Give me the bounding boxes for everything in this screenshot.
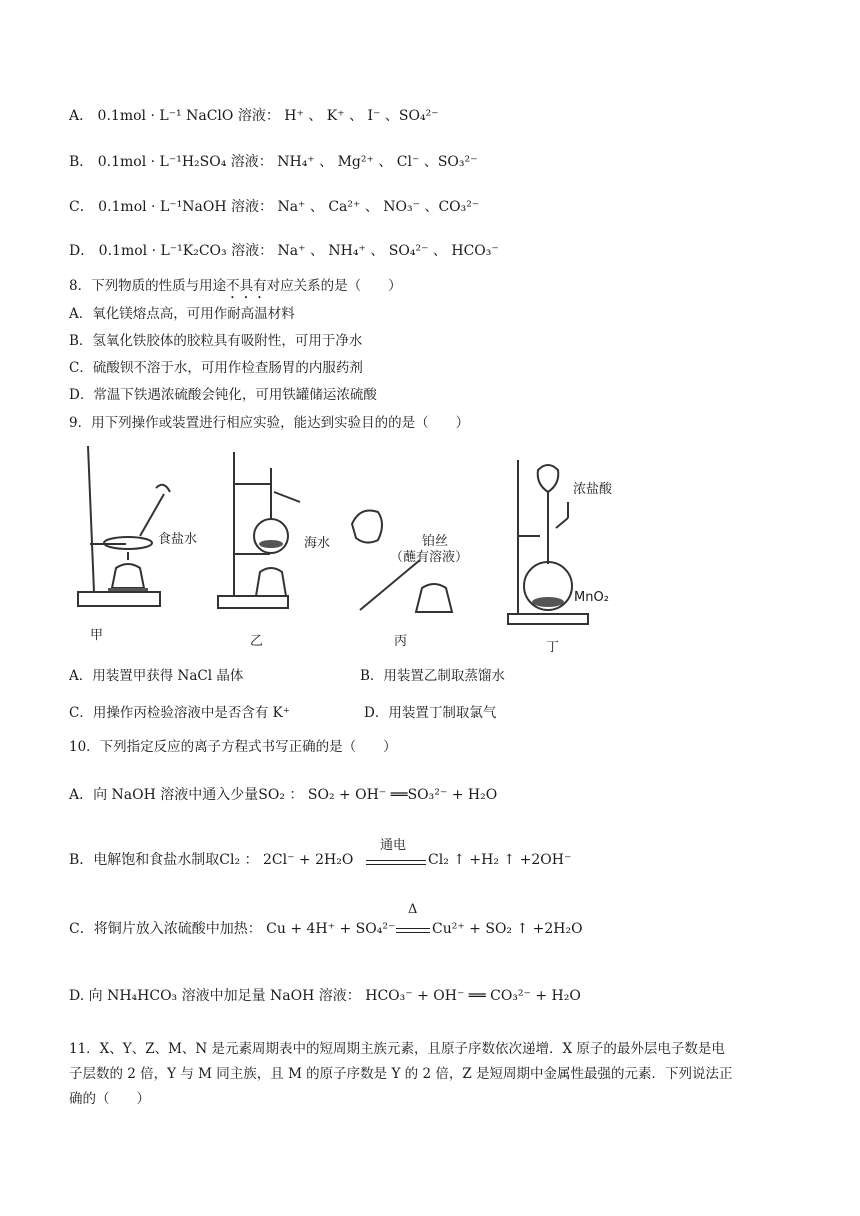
label-sea-water: 海水 xyxy=(304,536,331,551)
stand-base-jia xyxy=(78,592,160,606)
equals-line-top xyxy=(366,860,426,861)
q10-option-c-left: C．将铜片放入浓硫酸中加热： Cu + 4H⁺ + SO₄²⁻ xyxy=(69,921,396,937)
equals-line-top xyxy=(396,928,430,929)
experiment-apparatus-figure xyxy=(60,440,660,658)
equals-line-bottom xyxy=(396,932,430,933)
q9-option-c: C．用操作丙检验溶液中是否含有 K⁺ xyxy=(69,705,290,721)
observer-head xyxy=(352,511,382,543)
alcohol-lamp-bing xyxy=(416,584,452,612)
platinum-wire xyxy=(360,560,420,610)
q8-option-d: D．常温下铁遇浓硫酸会钝化，可用铁罐储运浓硫酸 xyxy=(69,387,377,403)
q8-stem-emphasis: 不具有 xyxy=(226,278,267,294)
q9-option-d: D．用装置丁制取氯气 xyxy=(364,705,497,721)
mno2-solid xyxy=(532,597,564,607)
q9-stem: 9．用下列操作或装置进行相应实验，能达到实验目的的是（ ） xyxy=(69,415,470,431)
q10-option-c-right: Cu²⁺ + SO₂ ↑ +2H₂O xyxy=(432,921,583,937)
caption-bing: 丙 xyxy=(394,634,408,649)
q10-option-a: A．向 NaOH 溶液中通入少量SO₂ ： SO₂ + OH⁻ ══SO₃²⁻ + H₂O xyxy=(69,787,498,803)
q10-option-b-left: B．电解饱和食盐水制取Cl₂ ： 2Cl⁻ + 2H₂O xyxy=(69,852,354,868)
q9-option-b: B．用装置乙制取蒸馏水 xyxy=(360,668,505,684)
q11-stem-line1: 11．X、Y、Z、M、N 是元素周期表中的短周期主族元素，且原子序数依次递增．X 原子的最外层电子数是电 xyxy=(69,1041,725,1057)
q8-option-a: A．氧化镁熔点高，可用作耐高温材料 xyxy=(69,306,295,322)
stand-base-ding xyxy=(508,614,588,624)
q7-option-a: A． 0.1mol · L⁻¹ NaClO 溶液： H⁺ 、 K⁺ 、 I⁻ 、SO₄²⁻ xyxy=(69,108,439,124)
q7-option-b: B． 0.1mol · L⁻¹H₂SO₄ 溶液： NH₄⁺ 、 Mg²⁺ 、 Cl⁻ 、SO₃²⁻ xyxy=(69,154,478,170)
label-conc-hcl: 浓盐酸 xyxy=(573,482,613,497)
label-mno2: MnO₂ xyxy=(574,590,609,605)
q11-stem-line3: 确的（ ） xyxy=(69,1091,150,1107)
label-platinum-wire-note: （蘸有溶液） xyxy=(390,550,469,565)
apparatus-drawing xyxy=(60,440,660,658)
q10-option-d: D. 向 NH₄HCO₃ 溶液中加足量 NaOH 溶液： HCO₃⁻ + OH⁻ ══ CO₃²⁻ + H₂O xyxy=(69,988,581,1004)
q8-option-b: B．氢氧化铁胶体的胶粒具有吸附性，可用于净水 xyxy=(69,333,363,349)
caption-ding: 丁 xyxy=(546,640,560,655)
stand-base-yi xyxy=(218,596,288,608)
q7-option-c: C． 0.1mol · L⁻¹NaOH 溶液： Na⁺ 、 Ca²⁺ 、 NO₃⁻ 、CO₃²⁻ xyxy=(69,199,480,215)
caption-jia: 甲 xyxy=(90,628,104,643)
label-salt-water: 食盐水 xyxy=(158,532,198,547)
q8-stem-before: 8．下列物质的性质与用途 xyxy=(69,278,227,294)
q9-option-a: A．用装置甲获得 NaCl 晶体 xyxy=(69,668,244,684)
equals-line-bottom xyxy=(366,864,426,865)
q10-option-b-right: Cl₂ ↑ +H₂ ↑ +2OH⁻ xyxy=(428,852,572,868)
stand-rod-jia xyxy=(88,446,94,592)
q10-stem: 10．下列指定反应的离子方程式书写正确的是（ ） xyxy=(69,739,397,755)
q8-option-c: C．硫酸钡不溶于水，可用作检查肠胃的内服药剂 xyxy=(69,360,363,376)
heat-symbol: Δ xyxy=(408,902,418,917)
alcohol-lamp-yi xyxy=(256,568,286,596)
label-platinum-wire: 铂丝 xyxy=(422,534,449,549)
electrolysis-label: 通电 xyxy=(380,838,407,853)
q11-stem-line2: 子层数的 2 倍，Y 与 M 同主族，且 M 的原子序数是 Y 的 2 倍，Z 是短周期中金属性最强的元素．下列说法正 xyxy=(69,1066,733,1082)
separatory-funnel xyxy=(538,465,559,492)
alcohol-lamp-jia xyxy=(112,564,144,588)
q7-option-d: D． 0.1mol · L⁻¹K₂CO₃ 溶液： Na⁺ 、 NH₄⁺ 、 SO₄²⁻ 、 HCO₃⁻ xyxy=(69,243,499,259)
q8-stem-after: 对应关系的是（ ） xyxy=(266,278,402,294)
caption-yi: 乙 xyxy=(250,634,264,649)
q8-stem xyxy=(69,276,402,302)
